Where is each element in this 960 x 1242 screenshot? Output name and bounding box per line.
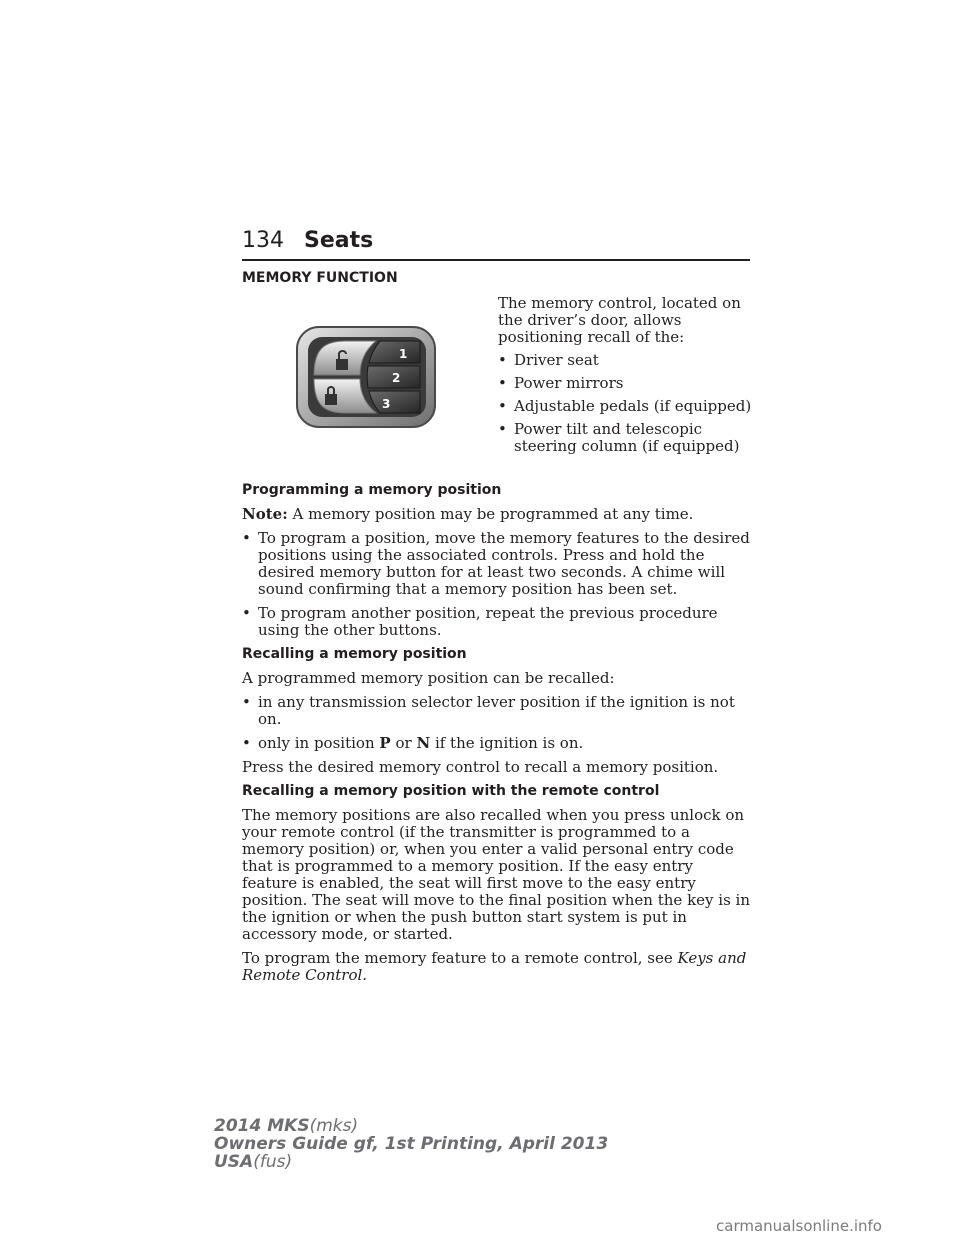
intro-text: The memory control, located on the driver’s door, allows positioning recall of the: [498, 294, 741, 346]
list-item: • in any transmission selector lever position if the ignition is not on. [242, 693, 735, 728]
memory-control-svg [296, 325, 436, 429]
list-item: • Power mirrors [498, 374, 624, 392]
page-number: 134 [242, 228, 284, 253]
note-text: A memory position may be programmed at any time. [292, 505, 694, 523]
remote-paragraph: The memory positions are also recalled when you press unlock on your remote control (if the transmitter is programmed to a memory position) or, when you enter a valid personal entry code that is programmed to a memory position. If the easy entry feature is enabled, the seat will first move to the easy entry position. The seat will move to the final position when the key is in the ignition or when the push button start system is put in accessory mode, or started. [242, 806, 750, 943]
gear-p: P [379, 734, 391, 752]
remote-see-also: To program the memory feature to a remote control, see Keys and Remote Control. [242, 949, 747, 984]
programming-heading: Programming a memory position [242, 482, 502, 498]
remote-heading: Recalling a memory position with the remote control [242, 783, 660, 799]
header-divider [242, 259, 750, 261]
footer-line-2: Owners Guide gf, 1st Printing, April 2013 [214, 1134, 609, 1154]
list-item: • Driver seat [498, 351, 599, 369]
memory-function-intro [498, 295, 758, 461]
list-item: • Adjustable pedals (if equipped) [498, 397, 752, 415]
note-paragraph [242, 506, 750, 523]
footer-line-3: USA(fus) [214, 1152, 293, 1172]
programming-list [242, 530, 750, 639]
list-item: • Power tilt and telescopic steering column (if equipped) [498, 420, 740, 455]
gear-n: N [416, 734, 431, 752]
page-header [242, 228, 750, 262]
memory-items-list [498, 352, 758, 455]
list-item: • To program another position, repeat the previous procedure using the other buttons. [242, 604, 718, 639]
footer-line-1: 2014 MKS(mks) [214, 1116, 359, 1136]
button-2-label: 2 [392, 371, 401, 385]
button-3-label: 3 [382, 397, 391, 411]
button-1-label: 1 [399, 347, 408, 361]
cross-reference: Keys and Remote Control [242, 949, 747, 984]
watermark: carmanualsonline.info [716, 1217, 882, 1235]
note-label: Note: [242, 505, 288, 523]
list-item: • To program a position, move the memory features to the desired positions using the associated controls. Press and hold the desired memory button for at least two seconds. A chime will sound confirming that a memory position has been set. [242, 529, 750, 598]
page-footer [214, 1117, 608, 1171]
memory-function-heading: MEMORY FUNCTION [242, 270, 398, 286]
main-body [242, 482, 750, 991]
recalling-list [242, 694, 750, 752]
list-item: • only in position P or N if the ignition is on. [242, 734, 584, 752]
recalling-closing: Press the desired memory control to recall a memory position. [242, 758, 719, 776]
memory-control-illustration [296, 325, 436, 429]
section-title: Seats [304, 228, 374, 253]
recalling-intro: A programmed memory position can be recalled: [242, 669, 615, 687]
recalling-heading: Recalling a memory position [242, 646, 467, 662]
